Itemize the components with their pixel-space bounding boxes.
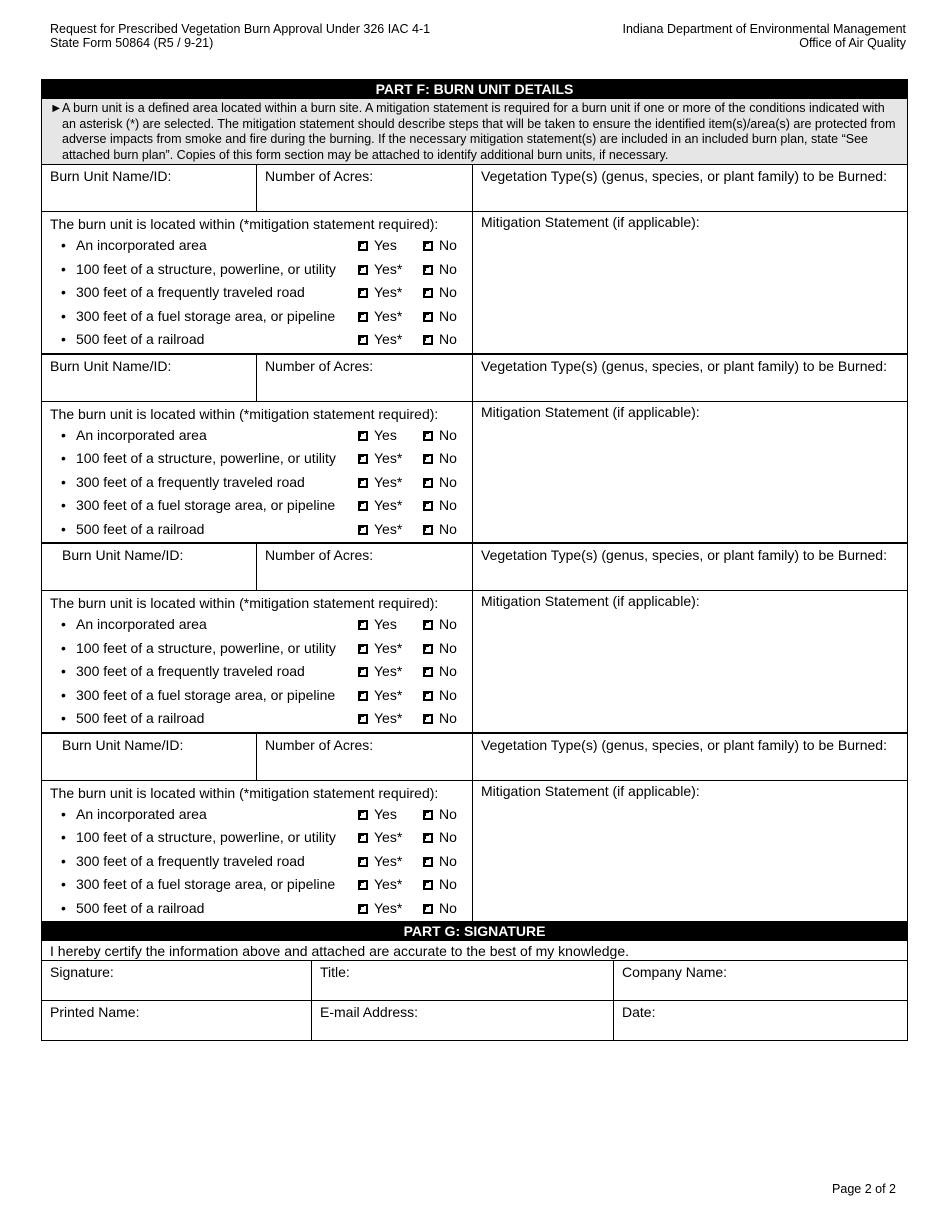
burn-unit [42, 544, 907, 734]
no-label: No [439, 663, 457, 679]
bullet-icon: • [61, 237, 66, 253]
vegetation-type-field[interactable] [473, 355, 907, 401]
mitigation-statement-field[interactable] [473, 402, 907, 543]
criterion-row [42, 660, 472, 684]
no-option[interactable] [423, 424, 457, 448]
bullet-icon: • [61, 876, 66, 892]
burn-unit [42, 734, 907, 922]
criterion-row [42, 873, 472, 897]
checkbox-icon[interactable] [358, 904, 368, 914]
checkbox-icon[interactable] [358, 880, 368, 890]
yes-label: Yes [374, 805, 397, 822]
yes-label: Yes* [374, 331, 403, 347]
company-name-field[interactable] [614, 961, 907, 1000]
no-option[interactable] [423, 684, 457, 708]
bullet-icon: • [61, 829, 66, 845]
checkbox-icon[interactable] [423, 810, 433, 820]
criterion-text: 500 feet of a railroad [76, 710, 205, 726]
criterion-text: 300 feet of a fuel storage area, or pipeline [76, 876, 336, 892]
part-f-instructions [42, 99, 907, 165]
checkbox-icon[interactable] [358, 501, 368, 511]
no-label: No [439, 284, 457, 300]
checkbox-icon[interactable] [358, 714, 368, 724]
burn-unit-name-field[interactable] [42, 165, 257, 211]
checkbox-icon[interactable] [358, 644, 368, 654]
form-header-right [623, 22, 907, 50]
criterion-row [42, 258, 472, 282]
yes-option[interactable] [358, 424, 397, 448]
mitigation-statement-field[interactable] [473, 212, 907, 353]
checkbox-icon[interactable] [358, 265, 368, 275]
burn-unit-name-label: Burn Unit Name/ID: [50, 357, 172, 374]
checkbox-icon[interactable] [423, 478, 433, 488]
burn-unit-name-label: Burn Unit Name/ID: [50, 168, 172, 184]
no-option[interactable] [423, 850, 457, 874]
burn-unit-name-field[interactable] [42, 355, 257, 401]
number-of-acres-field[interactable] [257, 734, 473, 780]
checkbox-icon[interactable] [423, 454, 433, 464]
no-option[interactable] [423, 897, 457, 921]
bullet-icon: • [61, 307, 66, 324]
criterion-row [42, 424, 472, 448]
yes-option[interactable] [358, 637, 402, 661]
no-label: No [439, 426, 457, 443]
location-criteria [42, 591, 473, 732]
burn-unit-location-row [42, 781, 907, 922]
printed-name-row [42, 1001, 907, 1040]
no-option[interactable] [423, 803, 457, 827]
no-label: No [439, 710, 457, 726]
criterion-text: 500 feet of a railroad [76, 520, 205, 537]
no-label: No [439, 805, 457, 822]
yes-option[interactable] [358, 258, 402, 282]
mitigation-statement-label: Mitigation Statement (if applicable): [481, 782, 700, 799]
arrow-icon: ► [50, 101, 63, 115]
certification-statement: I hereby certify the information above and attached are accurate to the best of my knowledge. [42, 941, 907, 961]
criterion-text: 300 feet of a fuel storage area, or pipeline [76, 497, 336, 513]
agency-name: Indiana Department of Environmental Management [622, 22, 906, 36]
burn-form [41, 79, 908, 1041]
criterion-row [42, 684, 472, 708]
checkbox-icon[interactable] [423, 431, 433, 441]
form-number: State Form 50864 (R5 / 9-21) [50, 36, 214, 50]
no-label: No [439, 639, 457, 656]
no-label: No [439, 237, 457, 253]
no-option[interactable] [423, 447, 457, 471]
bullet-icon: • [61, 899, 66, 916]
location-label: The burn unit is located within (*mitigation statement required): [50, 405, 439, 422]
burn-unit-location-row [42, 591, 907, 732]
bullet-icon: • [61, 686, 66, 703]
printed-name-label: Printed Name: [50, 1004, 140, 1020]
checkbox-icon[interactable] [423, 312, 433, 322]
checkbox-icon[interactable] [423, 880, 433, 890]
yes-option[interactable] [358, 234, 397, 258]
checkbox-icon[interactable] [423, 241, 433, 251]
criterion-row [42, 328, 472, 352]
yes-label: Yes* [374, 450, 403, 466]
criterion-text: 300 feet of a fuel storage area, or pipeline [76, 686, 336, 703]
yes-option[interactable] [358, 826, 402, 850]
checkbox-icon[interactable] [423, 501, 433, 511]
yes-label: Yes* [374, 260, 403, 277]
no-option[interactable] [423, 281, 457, 305]
bullet-icon: • [61, 710, 66, 726]
burn-unit [42, 355, 907, 545]
checkbox-icon[interactable] [423, 265, 433, 275]
bullet-icon: • [61, 450, 66, 466]
checkbox-icon[interactable] [358, 810, 368, 820]
bullet-icon: • [61, 639, 66, 656]
bullet-icon: • [61, 473, 66, 490]
bullet-icon: • [61, 497, 66, 513]
criterion-text: 100 feet of a structure, powerline, or utility [76, 450, 336, 466]
criterion-text: An incorporated area [76, 805, 207, 822]
no-option[interactable] [423, 234, 457, 258]
checkbox-icon[interactable] [358, 857, 368, 867]
no-option[interactable] [423, 518, 457, 542]
criterion-row [42, 637, 472, 661]
no-label: No [439, 450, 457, 466]
criterion-text: 500 feet of a railroad [76, 899, 205, 916]
printed-name-field[interactable] [42, 1001, 312, 1040]
vegetation-type-field[interactable] [473, 734, 907, 780]
yes-label: Yes [374, 426, 397, 443]
yes-option[interactable] [358, 328, 402, 352]
checkbox-icon[interactable] [358, 478, 368, 488]
checkbox-icon[interactable] [423, 904, 433, 914]
criterion-text: 300 feet of a frequently traveled road [76, 284, 305, 300]
bullet-icon: • [61, 520, 66, 537]
signature-label: Signature: [50, 964, 114, 980]
number-of-acres-label: Number of Acres: [265, 736, 374, 753]
criterion-row [42, 826, 472, 850]
yes-label: Yes* [374, 710, 403, 726]
vegetation-type-label: Vegetation Type(s) (genus, species, or plant family) to be Burned: [481, 547, 887, 563]
yes-label: Yes* [374, 852, 403, 869]
yes-label: Yes* [374, 663, 403, 679]
burn-unit-name-label: Burn Unit Name/ID: [62, 736, 184, 753]
location-label: The burn unit is located within (*mitigation statement required): [50, 216, 439, 232]
criterion-row [42, 613, 472, 637]
yes-option[interactable] [358, 281, 402, 305]
checkbox-icon[interactable] [423, 335, 433, 345]
yes-label: Yes* [374, 497, 403, 513]
email-label: E-mail Address: [320, 1004, 419, 1020]
no-option[interactable] [423, 328, 457, 352]
no-label: No [439, 829, 457, 845]
bullet-icon: • [61, 260, 66, 277]
vegetation-type-field[interactable] [473, 165, 907, 211]
yes-option[interactable] [358, 660, 402, 684]
checkbox-icon[interactable] [358, 335, 368, 345]
checkbox-icon[interactable] [358, 525, 368, 535]
yes-label: Yes* [374, 639, 403, 656]
burn-unit-name-field[interactable] [42, 734, 257, 780]
criterion-row [42, 305, 472, 329]
criterion-row [42, 494, 472, 518]
no-label: No [439, 307, 457, 324]
date-field[interactable] [614, 1001, 907, 1040]
bullet-icon: • [61, 284, 66, 300]
burn-unit-header-row [42, 734, 907, 781]
signature-field[interactable] [42, 961, 312, 1000]
yes-label: Yes* [374, 307, 403, 324]
bullet-icon: • [61, 331, 66, 347]
mitigation-statement-label: Mitigation Statement (if applicable): [481, 593, 700, 609]
checkbox-icon[interactable] [358, 833, 368, 843]
checkbox-icon[interactable] [358, 667, 368, 677]
location-criteria [42, 781, 473, 922]
bullet-icon: • [61, 616, 66, 632]
bullet-icon: • [61, 426, 66, 443]
burn-unit-name-label: Burn Unit Name/ID: [62, 547, 184, 563]
checkbox-icon[interactable] [423, 288, 433, 298]
yes-option[interactable] [358, 684, 402, 708]
bullet-icon: • [61, 852, 66, 869]
checkbox-icon[interactable] [423, 525, 433, 535]
no-option[interactable] [423, 613, 457, 637]
location-label: The burn unit is located within (*mitigation statement required): [50, 784, 439, 801]
criterion-row [42, 707, 472, 731]
vegetation-type-label: Vegetation Type(s) (genus, species, or plant family) to be Burned: [481, 357, 887, 374]
checkbox-icon[interactable] [358, 241, 368, 251]
checkbox-icon[interactable] [358, 691, 368, 701]
no-label: No [439, 616, 457, 632]
no-option[interactable] [423, 471, 457, 495]
burn-unit-location-row [42, 212, 907, 353]
page-number: Page 2 of 2 [832, 1182, 896, 1196]
criterion-row [42, 803, 472, 827]
no-option[interactable] [423, 707, 457, 731]
yes-label: Yes* [374, 284, 403, 300]
no-label: No [439, 899, 457, 916]
no-label: No [439, 686, 457, 703]
no-option[interactable] [423, 494, 457, 518]
location-criteria [42, 212, 473, 353]
part-g-title: PART G: SIGNATURE [42, 921, 907, 941]
date-label: Date: [622, 1004, 656, 1020]
part-f-title: PART F: BURN UNIT DETAILS [42, 80, 907, 99]
criterion-text: An incorporated area [76, 426, 207, 443]
criterion-row [42, 850, 472, 874]
no-label: No [439, 473, 457, 490]
criterion-text: 300 feet of a fuel storage area, or pipeline [76, 307, 336, 324]
yes-option[interactable] [358, 803, 397, 827]
no-option[interactable] [423, 637, 457, 661]
mitigation-statement-label: Mitigation Statement (if applicable): [481, 214, 700, 230]
checkbox-icon[interactable] [423, 691, 433, 701]
yes-option[interactable] [358, 707, 402, 731]
office-name: Office of Air Quality [799, 36, 906, 50]
yes-label: Yes* [374, 899, 403, 916]
yes-option[interactable] [358, 494, 402, 518]
company-name-label: Company Name: [622, 964, 728, 980]
burn-unit-location-row [42, 402, 907, 543]
yes-option[interactable] [358, 471, 402, 495]
instructions-text: A burn unit is a defined area located within a burn site. A mitigation statement is required for a burn unit if one or more of the conditions indicated with an asterisk (*) are selected. The mitigation statement should describe steps that will be taken to ensure the identified item(s)/area(s) are protected from adverse impacts from smoke and fire during the burning. If the necessary mitigation statement(s) are included in an included burn plan, state “See attached burn plan”. Copies of this form section may be attached to identify additional burn units, if necessary. [62, 101, 896, 162]
checkbox-icon[interactable] [423, 667, 433, 677]
no-label: No [439, 331, 457, 347]
location-criteria [42, 402, 473, 543]
burn-unit [42, 165, 907, 355]
title-field[interactable] [312, 961, 614, 1000]
no-label: No [439, 876, 457, 892]
number-of-acres-label: Number of Acres: [265, 547, 374, 563]
burn-unit-header-row [42, 355, 907, 402]
burn-unit-header-row [42, 165, 907, 212]
no-option[interactable] [423, 873, 457, 897]
no-label: No [439, 497, 457, 513]
yes-option[interactable] [358, 897, 402, 921]
no-option[interactable] [423, 826, 457, 850]
yes-option[interactable] [358, 518, 402, 542]
yes-label: Yes* [374, 520, 403, 537]
no-option[interactable] [423, 305, 457, 329]
form-header-left [50, 22, 430, 50]
checkbox-icon[interactable] [423, 620, 433, 630]
criterion-row [42, 234, 472, 258]
criterion-row [42, 471, 472, 495]
checkbox-icon[interactable] [358, 620, 368, 630]
vegetation-type-label: Vegetation Type(s) (genus, species, or plant family) to be Burned: [481, 168, 887, 184]
checkbox-icon[interactable] [358, 431, 368, 441]
criterion-row [42, 897, 472, 921]
criterion-row [42, 518, 472, 542]
location-label: The burn unit is located within (*mitigation statement required): [50, 595, 439, 611]
criterion-text: 100 feet of a structure, powerline, or utility [76, 829, 336, 845]
criterion-text: 300 feet of a frequently traveled road [76, 852, 305, 869]
number-of-acres-label: Number of Acres: [265, 357, 374, 374]
bullet-icon: • [61, 805, 66, 822]
signature-row [42, 961, 907, 1001]
burn-unit-header-row [42, 544, 907, 591]
vegetation-type-label: Vegetation Type(s) (genus, species, or plant family) to be Burned: [481, 736, 887, 753]
no-option[interactable] [423, 258, 457, 282]
mitigation-statement-label: Mitigation Statement (if applicable): [481, 403, 700, 420]
checkbox-icon[interactable] [358, 454, 368, 464]
no-label: No [439, 852, 457, 869]
checkbox-icon[interactable] [423, 714, 433, 724]
checkbox-icon[interactable] [423, 833, 433, 843]
no-label: No [439, 520, 457, 537]
yes-option[interactable] [358, 873, 402, 897]
title-label: Title: [320, 964, 350, 980]
number-of-acres-field[interactable] [257, 544, 473, 590]
number-of-acres-field[interactable] [257, 355, 473, 401]
criterion-text: 100 feet of a structure, powerline, or utility [76, 260, 336, 277]
yes-label: Yes* [374, 876, 403, 892]
yes-label: Yes* [374, 829, 403, 845]
no-option[interactable] [423, 660, 457, 684]
criterion-text: 300 feet of a frequently traveled road [76, 473, 305, 490]
criterion-text: 500 feet of a railroad [76, 331, 205, 347]
yes-label: Yes* [374, 686, 403, 703]
form-title: Request for Prescribed Vegetation Burn Approval Under 326 IAC 4-1 [50, 22, 431, 36]
yes-option[interactable] [358, 447, 402, 471]
yes-option[interactable] [358, 850, 402, 874]
burn-units [42, 165, 907, 921]
criterion-text: An incorporated area [76, 237, 207, 253]
no-label: No [439, 260, 457, 277]
criterion-text: 100 feet of a structure, powerline, or utility [76, 639, 336, 656]
mitigation-statement-field[interactable] [473, 781, 907, 922]
number-of-acres-label: Number of Acres: [265, 168, 374, 184]
criterion-text: 300 feet of a frequently traveled road [76, 663, 305, 679]
yes-label: Yes [374, 237, 397, 253]
vegetation-type-field[interactable] [473, 544, 907, 590]
criterion-row [42, 281, 472, 305]
checkbox-icon[interactable] [423, 857, 433, 867]
yes-label: Yes [374, 616, 397, 632]
criterion-text: An incorporated area [76, 616, 207, 632]
email-field[interactable] [312, 1001, 614, 1040]
criterion-row [42, 447, 472, 471]
yes-option[interactable] [358, 305, 402, 329]
bullet-icon: • [61, 663, 66, 679]
mitigation-statement-field[interactable] [473, 591, 907, 732]
yes-option[interactable] [358, 613, 397, 637]
checkbox-icon[interactable] [358, 288, 368, 298]
number-of-acres-field[interactable] [257, 165, 473, 211]
yes-label: Yes* [374, 473, 403, 490]
burn-unit-name-field[interactable] [42, 544, 257, 590]
checkbox-icon[interactable] [423, 644, 433, 654]
checkbox-icon[interactable] [358, 312, 368, 322]
